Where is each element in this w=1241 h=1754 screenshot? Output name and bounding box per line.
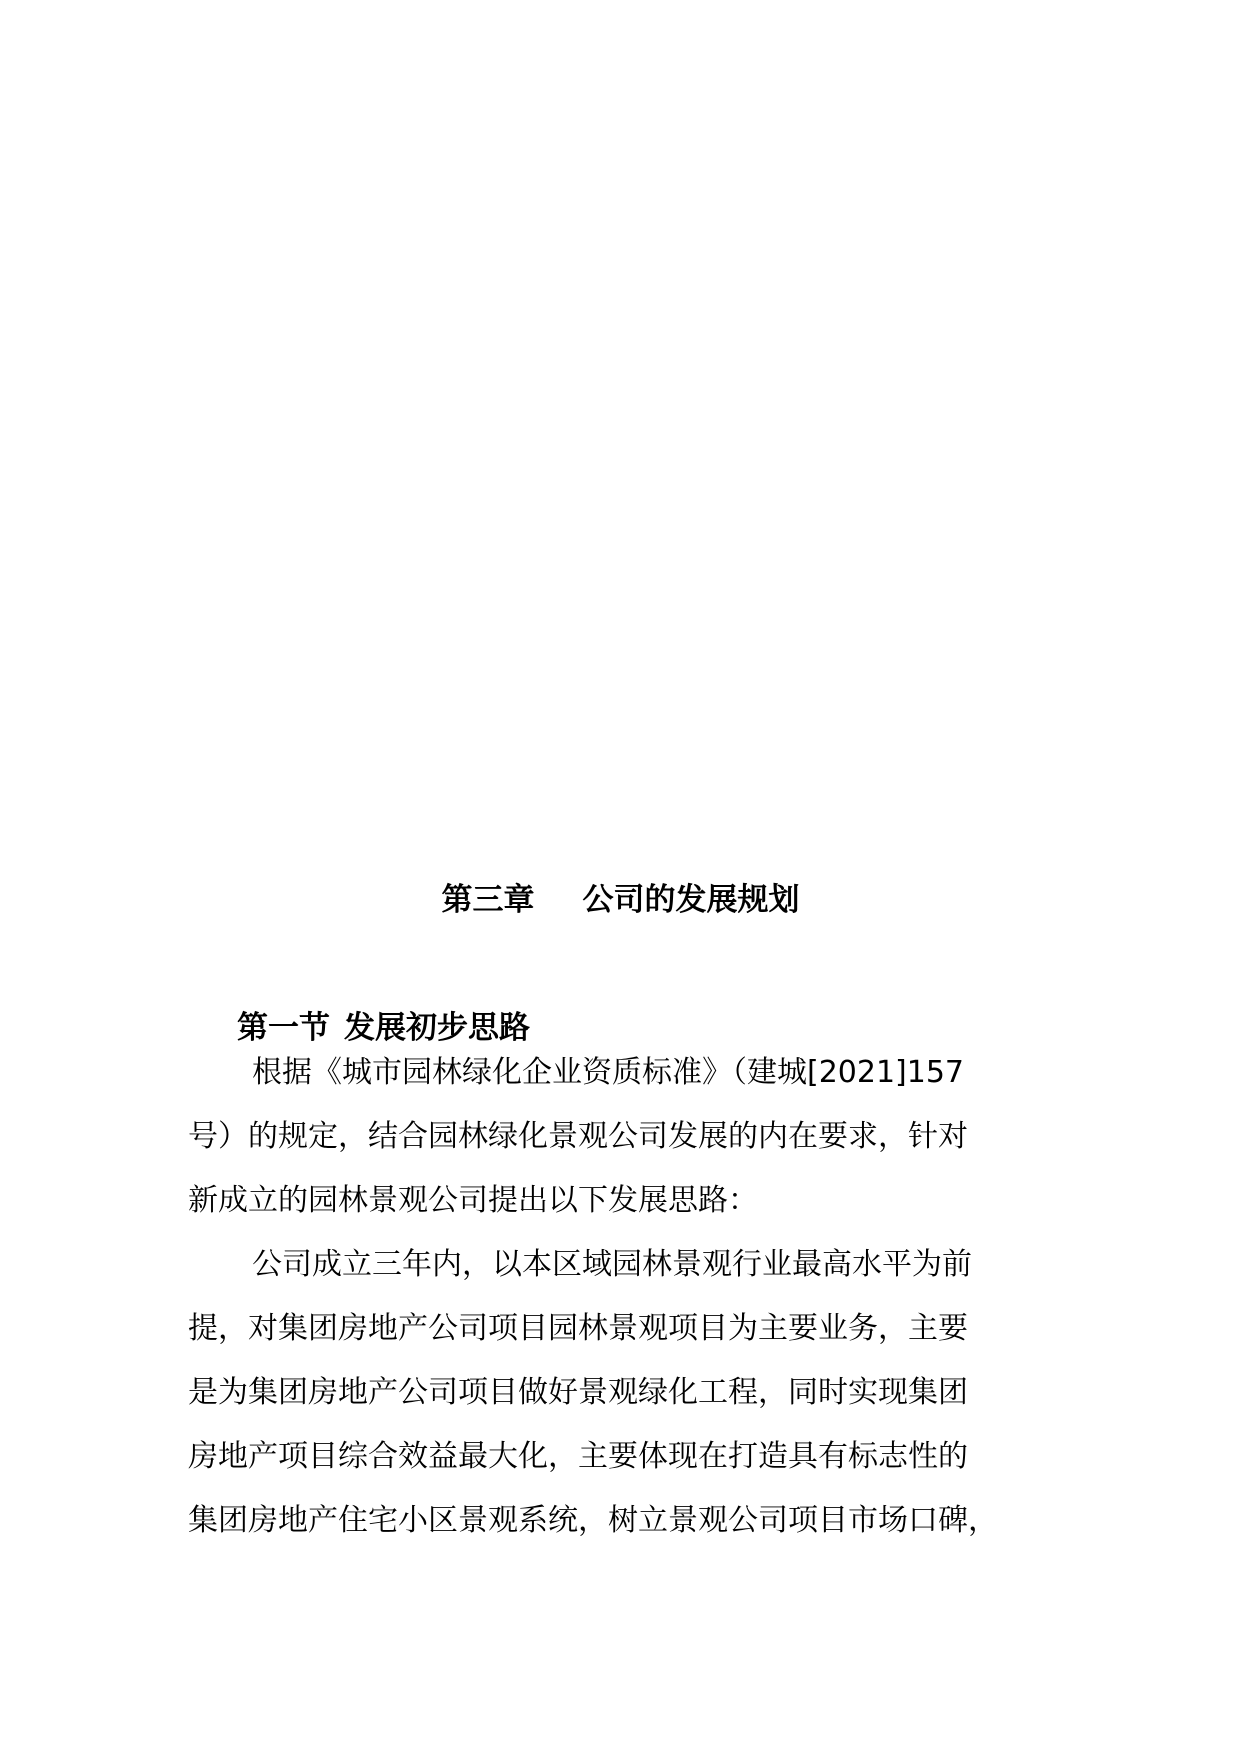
section-title: 发展初步思路 (344, 1010, 530, 1046)
paragraph-line: 根据《城市园林绿化企业资质标准》（建城[2021]157 (252, 1055, 965, 1090)
chapter-heading (0, 878, 1241, 922)
paragraph-line: 提，对集团房地产公司项目园林景观项目为主要业务，主要 (188, 1311, 968, 1346)
chapter-title: 公司的发展规划 (582, 882, 800, 918)
paragraph-three-year-plan (188, 1233, 1058, 1553)
paragraph-line: 公司成立三年内，以本区域园林景观行业最高水平为前 (252, 1247, 972, 1282)
paragraph-line: 房地产项目综合效益最大化，主要体现在打造具有标志性的 (188, 1439, 968, 1474)
paragraph-qualification-basis (188, 1041, 1058, 1233)
paragraph-line: 是为集团房地产公司项目做好景观绿化工程，同时实现集团 (188, 1375, 968, 1410)
section-number: 第一节 (237, 1010, 330, 1046)
chapter-number: 第三章 (441, 882, 535, 918)
paragraph-line: 新成立的园林景观公司提出以下发展思路： (188, 1183, 758, 1218)
paragraph-line: 集团房地产住宅小区景观系统，树立景观公司项目市场口碑， (188, 1503, 998, 1538)
paragraph-line: 号）的规定，结合园林绿化景观公司发展的内在要求，针对 (188, 1119, 968, 1154)
